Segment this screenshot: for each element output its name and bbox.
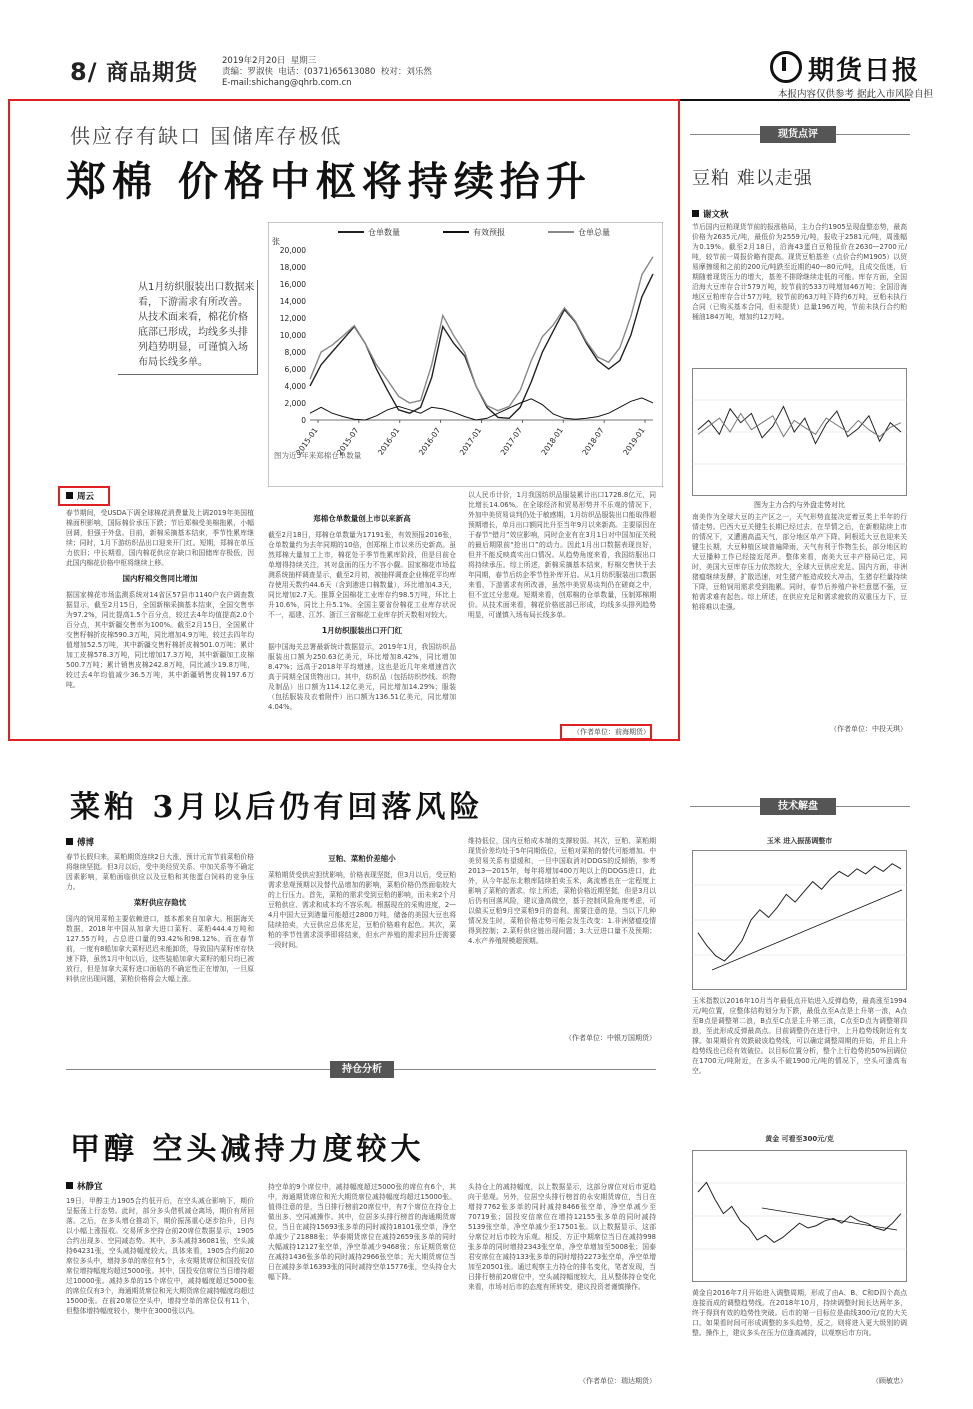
sidebar-chart-soymeal [692, 368, 907, 496]
article1-paragraph: 据国家棉花市场监测系统对14省区57县市1140户农户调查数据显示，截至2月15日，全国新棉采摘基本结束，全国交售率为97.2%，同比提高1.5个百分点，较过去4年均值提高2.0个百分点，其中新疆交售率为100%。截至2月15日，全国累计交售籽棉折皮棉590.3万吨，同比增加4.9万吨，较过去四年均值增加52.5万吨，其中新疆交售籽棉折皮棉501.0万吨；累计加工皮棉578.3万吨，同比增加17.3万吨，其中新疆加工皮棉500.7万吨；累计销售皮棉242.8万吨，同比减少19.8万吨，较过去4年均值减少36.5万吨，其中新疆销售皮棉197.6万吨。 [66, 591, 254, 689]
sidebar-paragraph-2: 南美作为全球大豆的主产区之一，天气形势直接决定着豆类上半年的行情走势。巴西大豆关键生长期已经过去，在旱情之后，在新粮陆续上市的情况下，又遭遇高温天气，部分地区单产下降。阿根廷大豆也迎来关键生长期，大豆种植区域普遍降雨，天气有利于作物生长，部分地区的大豆播种工作已经接近尾声。整体来看，南美大豆丰产格局已定，同时，美国大豆库存压力依然较大，全球大豆供应充足。国内方面，非洲猪瘟继续发酵，扩散迅速，对生猪产能造成较大冲击，生猪存栏量持续下降，豆粕饲用需求受到拖累。同时，春节后养殖户补栏意愿不强，豆粕需求难有起色。综上所述，在供应充足和需求疲软的双重压力下，豆粕将难以走强。 [692, 513, 907, 611]
article3-paragraph: 头持仓上的减持幅度，以上数据显示，这部分席位对后市更趋向于悲观。另外，位居空头排行榜首的永安期货席位，当日在增持7762张多单的同时减持8466张空单，净空单减少至70719张；国投安信席位在增持12155张多单的同时减持5139张空单，净空单减少至17501张。以上数据显示，这部分席位对后市较为乐观。相反，方正中期席位当日在减持998张多单的同时增持2343张空单，净空单增加至5008张；国泰君安席位在减持133张多单的同时增持2273张空单，净空单增加至20501张。通过观察主力持仓的排名变化，笔者发现，当日排行榜前20席位中，空头减持幅度较大，且从整体持仓变化来看，市场对后市的态度有所转变，建议投资者谨慎操作。 [468, 1183, 656, 1291]
article1-subsection: 国内籽棉交售同比增加 [122, 574, 198, 583]
y-tick-label: 6,000 [284, 365, 306, 374]
y-tick-label: 4,000 [284, 382, 306, 391]
article1-column-2 [268, 508, 456, 730]
article1-intro: 从1月纺织服装出口数据来看，下游需求有所改善。从技术面来看，棉花价格底部已形成，均线多头排列趋势明显，可谨慎入场布局长线多单。 [118, 280, 258, 375]
x-tick-label: 2018-07 [580, 425, 606, 457]
issue-date: 2019年2月20日 星期三 [222, 56, 317, 66]
email-line: E-mail:shichang@qhrb.com.cn [222, 78, 352, 88]
article3-paragraph: 持空单的9个席位中，减持幅度超过5000张的席位有6个，其中，海通期货席位和光大期货席位减持幅度均超过15000张。值得注意的是，当日排行榜前20席位中，有7个席位在持仓上做出多、空同减操作。其中，位居多头排行榜首的海通期货席位，当日在减持15693张多单的同时减持18101张空单，净空单减少了21888张；华泰期货席位在减持2659张多单的同时大幅减持12127张空单，净空单减少9468张；东证期货席位在减持1436张多单的同时减持2966张空单；光大期货席位当日在减持多单16393张的同时减持空单15776张，空头持仓大幅下降。 [268, 1183, 456, 1281]
y-tick-label: 20,000 [279, 246, 306, 255]
article3-column-2 [268, 1182, 456, 1386]
article1-author: （作者单位：前海期货） [573, 728, 650, 736]
section-name: 商品期货 [106, 61, 199, 86]
y-tick-label: 14,000 [279, 297, 306, 306]
article1-subsection: 1月纺织服装出口开门红 [321, 626, 403, 635]
x-tick-label: 2015-07 [335, 425, 361, 457]
article3-column-1 [66, 1196, 254, 1386]
article1-column-3 [468, 490, 656, 712]
article2-paragraph: 菜粕期货受供应担忧影响，价格表现坚挺，但3月以后，受豆粕需求悲观预期以及替代品增加的影响，菜粕价格仍然面临较大的上行压力。首先，菜粕的需求受到豆粕的影响，而未来2个月豆粕供应、需求和成本均不容乐观。根据现在的采购进度，2—4月中国大豆到港量可能超过2800万吨，储备的美国大豆也将陆续拍卖，大豆供应总体充足，豆粕价格难有起色。其次，菜粕的季节性需求淡季即将结束，但水产养殖的需求回升还需要一段时间。 [268, 871, 456, 949]
y-tick-label: 0 [301, 416, 306, 425]
gold-chart [692, 1150, 907, 1282]
paper-logo [770, 50, 920, 87]
page-number: 8/ [70, 58, 98, 86]
corn-chart-title: 玉米 进入振荡调整市 [766, 837, 833, 845]
x-tick-label: 2017-01 [457, 425, 484, 457]
article2-subsection: 豆粕、菜粕价差缩小 [328, 854, 396, 863]
sidebar-article-title: 豆粕 难以走强 [692, 168, 813, 189]
article2-headline: 菜粕 3月以后仍有回落风险 [70, 790, 484, 825]
corn-chart [692, 850, 907, 990]
sidebar-paragraph-1: 节后国内豆粕现货节前的报涨格局，主力合约1905呈现盘整态势，最高价格为2635元/吨，最低价为2559元/吨，报收于2581元/吨，周涨幅为0.19%。截至2月18日，沿海43蛋白豆粕报价在2630—2700元/吨，较节前一周报价略有提高。现货豆粕基差（点价合约M1905）以贸易摩擦缓和之前的200元/吨跌至近期的40—80元/吨，且成交低迷，后期随着现货压力的增大，基差不排除继续走低的可能。库存方面，全国沿海大豆库存合计579万吨，较节前的533万吨增加46万吨；全国沿海地区豆粕库存合计57万吨，较节前的63万吨下降约6万吨，豆粕未执行合同（已购买基本合同，但未提货）总量196万吨，节前未执行合约粕桶油184万吨，增加约12万吨。 [692, 223, 907, 321]
x-tick-label: 2016-01 [376, 425, 402, 457]
article2-paragraph: 维持低位，国内豆粕成本端的支撑较弱。其次，豆粕、菜粕期现货价差均处于5年同期低位，豆粕对菜粕的替代可能增加。中美贸易关系有望缓和，一旦中国取消对DDGS的反倾销，参考2013—2015年，每年将增加400万吨以上的DDGS进口，此外，从今年起东北粮库陆续拍卖玉米，禽流感也在一定程度上影响了菜粕的需求。综上所述，菜粕价格近期坚挺，但是3月以后仍有回落风险，建议逢高做空，基于控制风险角度考虑，可以做买豆粕9月空菜粕9月的套利。需要注意的是，当以下几种情况发生时，菜粕价格走势可能会发生改变：1.非洲猪瘟疫情得到控制；2.菜籽供应链出现问题；3.大豆进口量不及预期；4.水产养殖规模超预期。 [468, 837, 656, 945]
y-tick-label: 16,000 [279, 280, 306, 289]
article2-column-2 [268, 848, 456, 1042]
paper-logo-icon [770, 51, 802, 83]
y-axis-label: 张 [272, 237, 280, 246]
sidebar-chart-caption: 图为主力合约与外盘走势对比 [754, 501, 845, 509]
x-tick-label: 2016-07 [416, 425, 443, 457]
masthead-meta [222, 56, 432, 89]
article1-byline: 周云 [66, 490, 94, 502]
article2-paragraph: 国内的饲用菜粕主要依赖进口，基本都来自加拿大。根据海关数据，2018年中国从加拿大进口菜籽、菜粕444.4万吨和127.55万吨，占总进口量的93.42%和98.12%。而在春节前，一度有8船加拿大菜籽迟迟未能卸货，导致国内菜籽库存快速下降，虽然1月中旬以后，这些装船加拿大菜籽的船只均已被放行，但是加拿大菜籽进口面临的不确定性正在增加，一旦原料供应出现问题，菜粕价格将会大幅上涨。 [66, 915, 254, 983]
article2-paragraph: 春节长假归来，菜粕期货连续2日大涨，预计元宵节前菜粕价格将继续坚挺。但3月以后，受中美经贸关系、中加关系等不确定因素影响，菜粕面临供应以及豆粕和其他蛋白饲料的竞争压力。 [66, 853, 254, 891]
page-number-section [70, 56, 198, 87]
article1-paragraph: 据中国海关总署最新统计数据显示，2019年1月，我国纺织品服装出口额为250.63亿美元，环比增加8.42%，同比增加8.47%；远高于2018年平均增速，这也是近几年来增速首次高于同期全国货物出口。其中，纺织品（包括纺织纱线、织物及制品）出口额为114.12亿美元，同比增加14.29%；服装（包括服装及衣着附件）出口额为136.51亿美元，同比增加4.04%。 [268, 643, 456, 711]
warehouse-receipt-chart [268, 222, 663, 487]
y-tick-label: 8,000 [284, 348, 306, 357]
x-tick-label: 2018-01 [539, 425, 565, 457]
x-tick-label: 2015-01 [294, 425, 320, 457]
article1-headline: 郑棉 价格中枢将持续抬升 [66, 158, 592, 205]
article3-column-3 [468, 1182, 656, 1372]
article1-subsection: 郑棉仓单数量创上市以来新高 [313, 514, 411, 523]
sidebar-author-2: （顾敏忠） [872, 1377, 907, 1385]
paper-slogan: 本报内容仅供参考 据此入市风险自担 [778, 89, 934, 100]
article1-subheadline: 供应存有缺口 国储库存极低 [70, 124, 343, 148]
article1-paragraph: 春节期间，受USDA下调全球棉花消费量及上调2019年美国植棉面积影响，国际棉价承压下跌；节后郑棉受美棉拖累，小幅回调，但强于外盘。目前，新棉采摘基本结束，季节性累库继续；同时，1月下游纺织品出口迎来开门红。短期，郑棉在单压力依旧；中长期看，国内棉花供应存缺口和国储库存极低，因此国内棉花价格中枢将继续上移。 [66, 509, 254, 567]
article3-byline: 林静宜 [66, 1180, 103, 1192]
sidebar-byline: 谢文秋 [692, 208, 729, 220]
article1-paragraph: 以人民币计价，1月我国纺织品服装累计出口1728.8亿元，同比增长14.06%。在全球经济和贸易形势并不乐观的情况下，外加中美贸易谈判仍处于敏感期，1月纺织品服装出口能取得超预期增长，单月出口额同比升至当年9月以来新高。主要原因在于春节“错月”效应影响，同时企业有在3月1日对中国加征关税的最后期限前“抢出口”的动力。因此1月出口数据表现良好，但并不能反映真实出口情况。从趋势角度来看，我国纺服出口将持续承压。综上所述，新棉采摘基本结束，籽棉交售快于去年同期，春节后纺企季节性补库开启。从1月纺织服装出口数据来看，下游需求有所改善，虽然中美贸易谈判仍在磋商之中，但不宜过分悲观。短期来看，创郑棉的仓单数量，压制郑棉期价。从技术面来看，棉花价格底部已形成，均线多头排列趋势明显，可谨慎入场布局长线多单。 [468, 491, 656, 619]
y-tick-label: 10,000 [279, 331, 306, 340]
article3-headline: 甲醇 空头减持力度较大 [70, 1132, 425, 1167]
legend-label: 仓单总量 [578, 228, 610, 237]
article2-column-3 [468, 836, 656, 1032]
article3-paragraph: 19日，甲醇主力1905合约低开后，在空头减仓影响下，期价呈振荡上行态势。此时，部分多头借机减仓离场，期价有所回落。之后，在多头增仓推动下，期价振荡重心逐步抬升，日内以小幅上涨报收。交易所多空持仓前20席位数据显示，1905合约出现多、空同减态势。其中，多头减持36081张，空头减持64231张，空头减持幅度较大。具体来看，1905合约前20席位多头中，增持多单的席位有5个，永安期货席位和国投安信席位增持幅度均超过5000张。其中，国投安信席位当日增持超过10000张。减持多单的15个席位中，减持幅度超过5000张的席位仅有3个，海通期货席位和光大期货席位减持幅度均超过15000张。在前20席位空头中，增持空单的席位仅有11个，但整体增持幅度较小，集中在3000张以内。 [66, 1197, 254, 1315]
legend-label: 有效预报 [473, 228, 505, 237]
article1-paragraph: 截至2月18日，郑棉仓单数量为17191张，有效预报2016张，仓单数量约为去年同期的10倍，创郑棉上市以来历史新高。虽然郑棉大量加工上市，棉花处于季节性累库阶段，但是目前仓单增得持续关注，其对盘面的压力不容小觑。国家棉花市场监测系统抽样调查显示，截至2月初，被抽样调查企业棉花平均库存使用天数约44.6天（含到港进口棉数量），环比增加4.3天，同比增加2.7天。推算全国棉花工业库存约98.5万吨，环比上升10.6%，同比上升5.1%。全国主要省份棉花工业库存状况不一，福建、江苏、浙江三省棉花工业库存折天数相对较大。 [268, 531, 456, 619]
sidebar-section-tag-spot: 现货点评 [760, 126, 836, 143]
article1-column-1 [66, 508, 254, 730]
y-tick-label: 12,000 [279, 314, 306, 323]
sidebar-paragraph-3: 玉米指数以2016年10月当年最低点开始进入反弹趋势，最高涨至1994元/吨位置，应整体结构划分为下跌，最低点至A点是上升第一浪，A点至B点是调整第二浪，B点至C点是主升第三浪，C点至D点为调整第四浪，至此形成反弹最高点。目前调整仍在进行中，上升趋势线附近有支撑。如果期价有效跌破该趋势线，可以确定调整周期的开始，并且上升趋势线也已经有效破位。以目标位置分析，整个上行趋势的50%回调位在1700元/吨附近，在多头不破1900元/吨的情况下，空头可逢高布空。 [692, 997, 907, 1075]
article2-byline: 傅博 [66, 836, 94, 848]
sidebar-paragraph-4: 黄金自2016年7月开始进入调整周期，形成了由A、B、C和D四个高点连接而成的调整趋势线。在2018年10月，持续调整时间长达两年多，终于得到有效的趋势性突破。后市的第一目标位是曲线300元/克的大关口。如果看时间可形成调整的多头趋势，反之，则将进入更大级别的调整。操作上，建议多头在压力位逢高减持，以观察后市方向。 [692, 1289, 907, 1337]
x-tick-label: 2017-07 [498, 425, 525, 457]
article2-author: （作者单位：中银万国期货） [565, 1034, 656, 1042]
editor-line: 责编：罗淑侠 电话：(0371)65613080 校对：刘乐然 [222, 67, 432, 77]
y-tick-label: 2,000 [284, 399, 306, 408]
article2-subsection: 菜籽供应存隐忧 [133, 898, 187, 907]
article3-section-tag: 持仓分析 [330, 1061, 394, 1078]
gold-chart-title: 黄金 可看至300元/克 [765, 1135, 834, 1143]
sidebar-section-tag-technical: 技术解盘 [760, 798, 836, 815]
x-tick-label: 2019-01 [621, 425, 647, 457]
article2-column-1 [66, 852, 254, 1042]
paper-name: 期货日报 [808, 56, 921, 86]
sidebar-author: （作者单位：中投天琪） [830, 725, 907, 733]
y-tick-label: 18,000 [279, 263, 306, 272]
legend-label: 仓单数量 [368, 228, 400, 237]
chart-caption: 图为近5年来郑棉仓单数量 [274, 451, 362, 460]
article3-author: （作者单位：瑞达期货） [579, 1377, 656, 1385]
